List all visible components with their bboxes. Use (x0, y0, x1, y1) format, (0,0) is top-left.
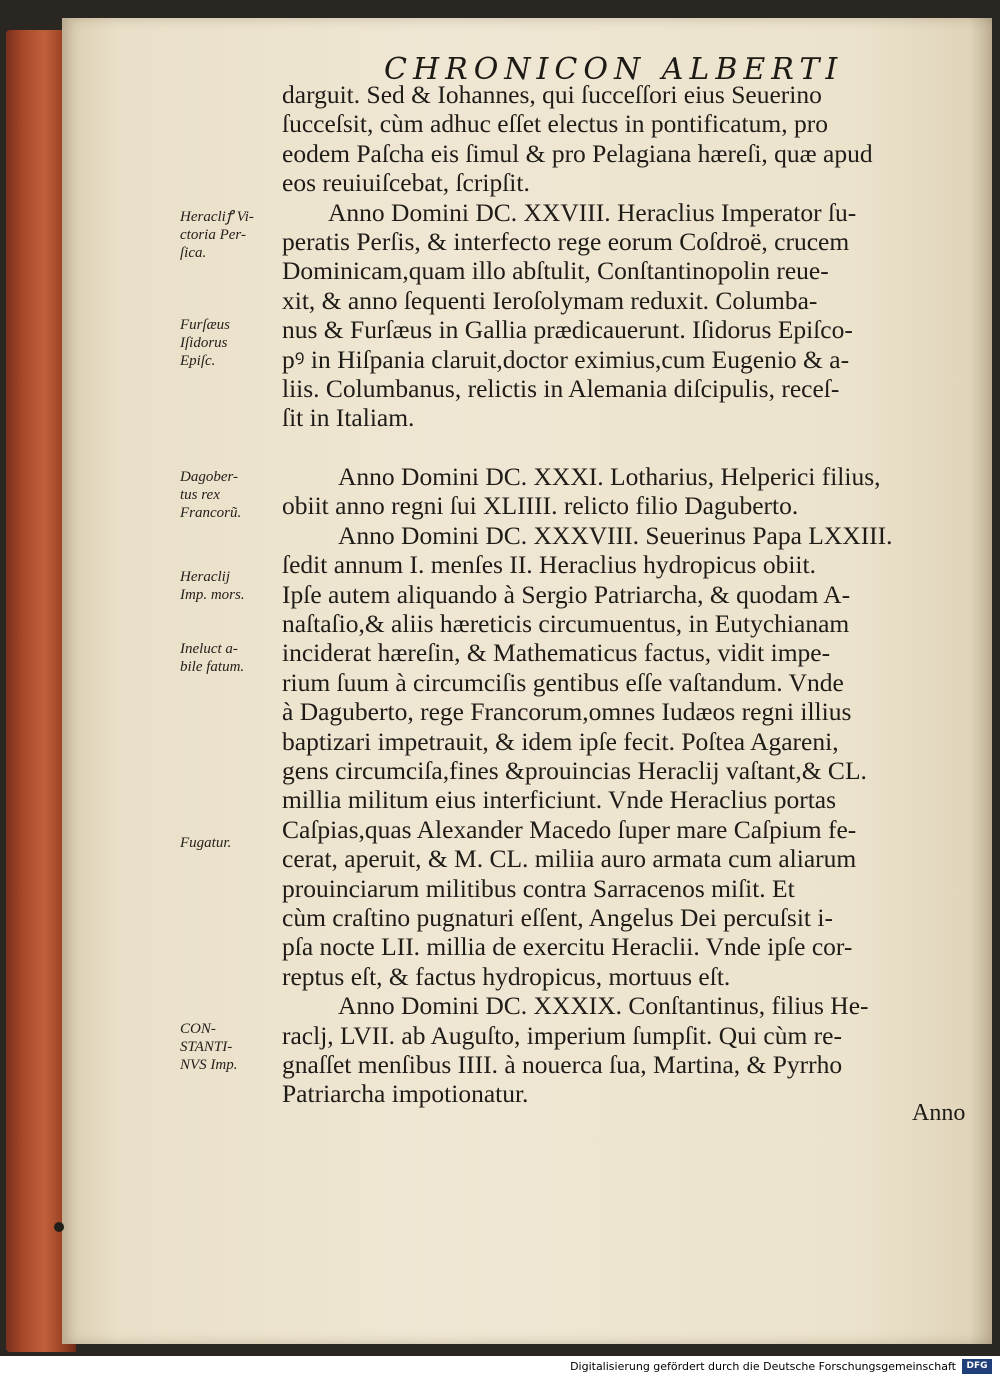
text-line: ſucceſsit, cùm adhuc eſſet electus in pontificatum, pro (282, 109, 828, 139)
text-line: peratis Perſis, & interfecto rege eorum Coſdroë, crucem (282, 227, 850, 257)
footer-bar (0, 1356, 1000, 1378)
marginal-note: Furſæus Iſidorus Epiſc. (180, 317, 231, 369)
text-line: Anno Domini DC. XXXIX. Conſtantinus, filius He- (338, 991, 869, 1021)
text-line: darguit. Sed & Iohannes, qui ſucceſſori eius Seuerino (282, 80, 822, 109)
paragraph-gap (282, 433, 962, 462)
marginal-note: Fugatur. (180, 835, 232, 851)
page-shadow (970, 18, 992, 1344)
text-line: Anno Domini DC. XXVIII. Heraclius Imperator ſu- (328, 197, 857, 227)
text-line: à Daguberto, rege Francorum,omnes Iudæos regni illius (282, 697, 852, 727)
text-line: liis. Columbanus, relictis in Alemania diſcipulis, receſ- (282, 374, 840, 404)
text-line: eodem Paſcha eis ſimul & pro Pelagiana hæreſi, quæ apud (282, 138, 873, 168)
body-text (282, 80, 962, 1109)
text-line: prouinciarum militibus contra Sarracenos miſit. Et (282, 873, 795, 903)
marginal-note: Heraclij Imp. mors. (180, 569, 245, 603)
text-line: Ipſe autem aliquando à Sergio Patriarcha, & quodam A- (282, 579, 851, 609)
text-line: obiit anno regni ſui XLIIII. relicto filio Daguberto. (282, 491, 799, 521)
text-line: ſedit annum I. menſes II. Heraclius hydropicus obiit. (282, 550, 816, 580)
text-line: pꝰ in Hiſpania claruit,doctor eximius,cum Eugenio & a- (282, 344, 850, 374)
text-line: naſtaſio,& aliis hæreticis circumuentus, in Eutychianam (282, 608, 850, 638)
ink-spot (54, 1222, 64, 1232)
running-head: CHRONICON ALBERTI (384, 52, 844, 87)
text-line: ſit in Italiam. (282, 403, 415, 433)
text-line: rium ſuum à circumciſis gentibus eſſe vaſtandum. Vnde (282, 667, 844, 697)
catchword: Anno (912, 1100, 966, 1126)
text-line: gnaſſet menſibus IIII. à nouerca ſua, Martina, & Pyrrho (282, 1050, 843, 1079)
text-line: Patriarcha impotionatur. (282, 1079, 529, 1109)
text-line: millia militum eius interficiunt. Vnde Heraclius portas (282, 785, 837, 815)
text-line: nus & Furſæus in Gallia prædicauerunt. Iſidorus Epiſco- (282, 315, 853, 345)
text-line: inciderat hæreſin, & Mathematicus factus, vidit impe- (282, 638, 831, 668)
marginal-note: CON- STANTI- NVS Imp. (180, 1021, 238, 1073)
book-page (62, 18, 992, 1344)
footer-credit: Digitalisierung gefördert durch die Deutsche Forschungsgemeinschaft (570, 1360, 956, 1373)
text-line: Anno Domini DC. XXXVIII. Seuerinus Papa LXXIII. (338, 520, 893, 550)
text-line: Anno Domini DC. XXXI. Lotharius, Helperici filius, (338, 461, 881, 491)
dfg-logo-icon: DFG (962, 1359, 992, 1374)
text-line: cerat, aperuit, & M. CL. miliia auro armata cum aliarum (282, 844, 857, 874)
text-line: Dominicam,quam illo abſtulit, Conſtantinopolin reue- (282, 256, 829, 286)
marginal-note: Dagober- tus rex Francorũ. (180, 469, 242, 521)
text-line: Caſpias,quas Alexander Macedo ſuper mare Caſpium fe- (282, 814, 857, 844)
marginal-note: Ineluct a- bile fatum. (180, 641, 245, 675)
text-line: pſa nocte LII. millia de exercitu Heraclii. Vnde ipſe cor- (282, 932, 853, 962)
text-line: baptizari impetrauit, & idem ipſe fecit. Poſtea Agareni, (282, 726, 839, 756)
text-line: xit, & anno ſequenti Ieroſolymam reduxit. Columba- (282, 285, 818, 315)
text-line: cùm craſtino pugnaturi eſſent, Angelus Dei percuſsit i- (282, 902, 833, 932)
marginal-note: Heracliꝭ Vi- ctoria Per- ſica. (180, 209, 254, 261)
text-line: raclj, LVII. ab Auguſto, imperium ſumpſit. Qui cùm re- (282, 1020, 842, 1050)
text-line: eos reuiuiſcebat, ſcripſit. (282, 168, 530, 198)
text-line: gens circumciſa,fines &prouincias Heraclij vaſtant,& CL. (282, 755, 867, 785)
text-line: reptus eſt, & factus hydropicus, mortuus eſt. (282, 961, 731, 991)
